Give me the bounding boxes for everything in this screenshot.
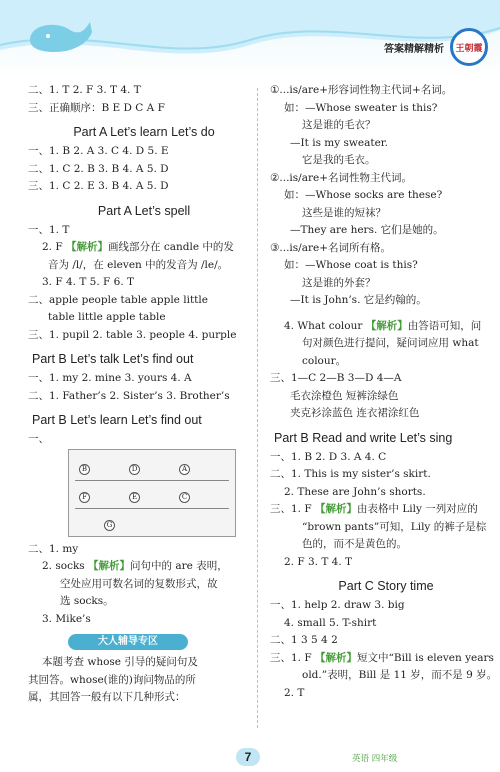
answer-line: 一、1. B 2. A 3. C 4. D 5. E (28, 145, 169, 157)
analysis-text: 短文中“Bill is eleven years (357, 651, 494, 664)
answer-line: 二、1. T 2. F 3. T 4. T (28, 84, 141, 96)
answer-line: 二、1. my (28, 542, 79, 555)
right-column (270, 82, 500, 702)
answer-line: 夹克衫涂蓝色 连衣裙涂红色 (290, 407, 420, 419)
answer-line: 二、1. Father’s 2. Sister’s 3. Brother’s (28, 389, 230, 402)
answer-line: 毛衣涂橙色 短裤涂绿色 (290, 389, 399, 402)
figure-label: C (179, 492, 190, 503)
answer-line (270, 501, 500, 519)
section-title: Part A Let’s learn Let’s do (73, 125, 215, 139)
answer-line: 二、1. C 2. B 3. B 4. A 5. D (28, 162, 169, 175)
answer-line: 三、1—C 2—B 3—D 4—A (270, 372, 402, 384)
answer-line: 2. T (284, 686, 305, 699)
tip-line: 属，其回答一般有以下几种形式： (28, 691, 186, 703)
figure-label: D (129, 464, 140, 475)
analysis-line: colour。 (302, 354, 347, 367)
answer-text: 三、1. F (270, 503, 312, 515)
analysis-tag: 【解析】 (365, 319, 408, 332)
analysis-tag: 【解析】 (315, 651, 357, 664)
page-number: 7 (236, 748, 260, 766)
answer-line: 3. Mike’s (42, 612, 91, 625)
answer-line: 二、apple people table apple little (28, 293, 208, 306)
figure-label: A (179, 464, 190, 475)
rule-line: ②...is/are+名词性物主代词。 (270, 171, 413, 184)
answer-text: 4. What colour (284, 319, 363, 332)
answer-line: 三、1. C 2. E 3. B 4. A 5. D (28, 180, 169, 192)
analysis-line: 空处应用可数名词的复数形式，故 (60, 577, 218, 590)
footer-text: 英语 四年级 (352, 754, 398, 764)
brand-logo-text: 王朝霞 (455, 43, 483, 54)
example-line: 这是谁的毛衣？ (302, 119, 376, 131)
analysis-line: “brown pants”可知，Lily 的裤子是棕 (302, 520, 487, 533)
example-line: 这些是谁的短袜？ (302, 206, 386, 219)
brand-logo (450, 28, 488, 66)
analysis-tag: 【解析】 (66, 241, 108, 253)
shelf-line (75, 508, 229, 509)
analysis-line: 句对颜色进行提问，疑问词应用 what (302, 337, 479, 349)
answer-line: 一、 (28, 433, 49, 445)
answer-line: 二、1 3 5 4 2 (270, 634, 338, 646)
example-line: —They are hers. 它们是她的。 (290, 224, 444, 236)
analysis-text: 画线部分在 candle 中的发 (108, 241, 234, 253)
page-header (0, 0, 500, 78)
analysis-line: 选 socks。 (60, 595, 114, 607)
example-line: 这是谁的外套？ (302, 276, 376, 289)
answer-line: 一、1. help 2. draw 3. big (270, 599, 405, 611)
rule-line: ③...is/are+名词所有格。 (270, 241, 392, 254)
wardrobe-figure (68, 449, 236, 537)
answer-line: table little apple table (48, 311, 166, 323)
analysis-line: old.”表明，Bill 是 11 岁，而不是 9 岁。 (302, 669, 498, 681)
tip-line: 其回答。whose(谁的)询问物品的所 (28, 673, 196, 686)
example-line: 如：—Whose coat is this? (284, 259, 418, 271)
answer-text: 三、1. F (270, 651, 312, 664)
figure-label: F (79, 492, 90, 503)
section-title: Part C Story time (338, 579, 434, 593)
section-title: Part B Let’s learn Let’s find out (32, 413, 202, 427)
answer-line: 一、1. T (28, 223, 70, 236)
figure-label: E (129, 492, 140, 503)
answer-line: 3. F 4. T 5. F 6. T (42, 276, 135, 288)
answer-line: 三、正确顺序：B E D C A F (28, 101, 165, 114)
answer-line: 一、1. my 2. mine 3. yours 4. A (28, 372, 192, 384)
answer-line (28, 239, 260, 257)
answer-line: 4. small 5. T-shirt (284, 616, 377, 629)
analysis-line: 音为 /l/，在 eleven 中的发音为 /le/。 (48, 258, 229, 271)
section-title: Part A Let’s spell (97, 203, 191, 218)
analysis-text: 问句中的 are 表明， (130, 560, 228, 572)
left-column (28, 82, 260, 707)
answer-line (270, 318, 500, 336)
tip-banner: 大人辅导专区 (68, 634, 188, 650)
analysis-text: 由答语可知，问 (407, 319, 482, 332)
answer-text: 2. F (42, 241, 63, 253)
figure-label: B (79, 464, 90, 475)
analysis-tag: 【解析】 (88, 560, 131, 572)
example-line: 如：—Whose socks are these? (284, 189, 443, 201)
rule-line: ①...is/are+形容词性物主代词+名词。 (270, 84, 453, 96)
answer-line: 2. F 3. T 4. T (284, 555, 353, 568)
section-title: Part B Let’s talk Let’s find out (32, 352, 194, 366)
analysis-tag: 【解析】 (315, 503, 357, 515)
tip-line: 本题考查 whose 引导的疑问句及 (42, 656, 198, 668)
brand-block (384, 28, 488, 66)
example-line: 如：—Whose sweater is this? (284, 101, 438, 114)
answer-line (270, 650, 500, 668)
analysis-line: 色的，而不是黄色的。 (302, 538, 407, 550)
answer-text: 2. socks (42, 560, 85, 572)
answer-line: 三、1. pupil 2. table 3. people 4. purple (28, 328, 237, 341)
answer-line: 二、1. This is my sister’s skirt. (270, 468, 431, 480)
example-line: —It is John’s. 它是约翰的。 (290, 294, 427, 306)
shelf-line (75, 480, 229, 481)
analysis-text: 由表格中 Lily 一列对应的 (357, 503, 478, 515)
example-line: —It is my sweater. (290, 136, 389, 149)
answer-line: 2. These are John’s shorts. (284, 485, 426, 498)
answer-line: 一、1. B 2. D 3. A 4. C (270, 450, 387, 463)
section-title: Part B Read and write Let’s sing (274, 430, 453, 445)
figure-label: G (104, 520, 115, 531)
example-line: 它是我的毛衣。 (302, 154, 376, 166)
answer-line (28, 558, 260, 576)
brand-title: 答案精解精析 (384, 43, 444, 55)
